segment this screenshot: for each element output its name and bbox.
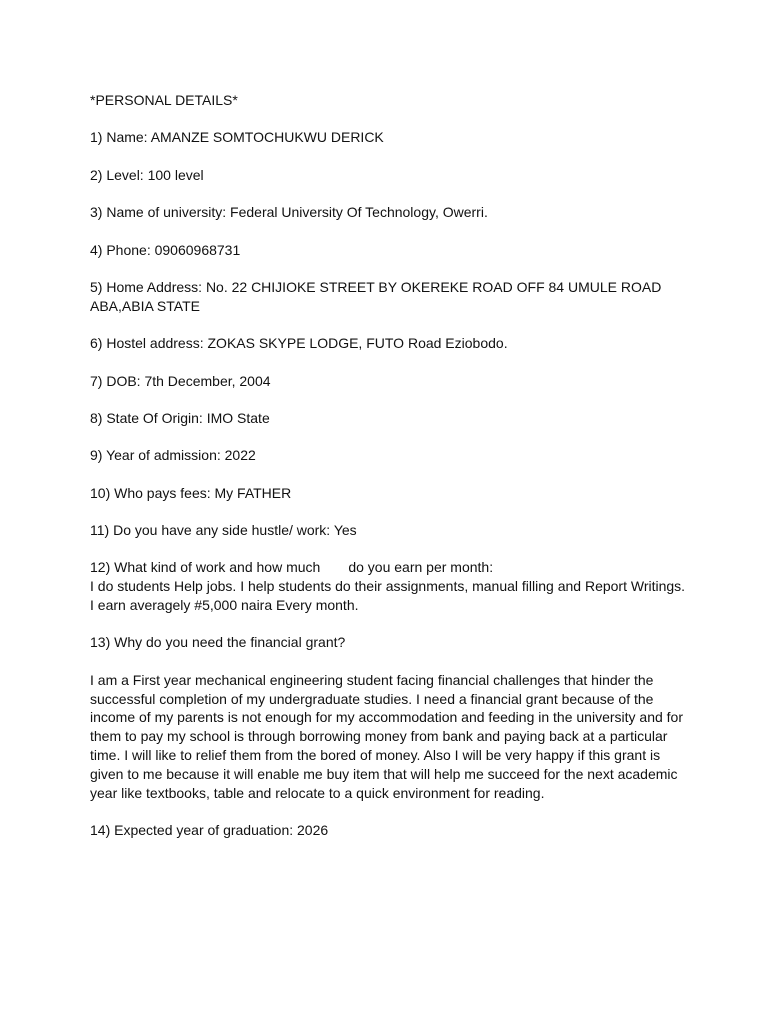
field-state-of-origin: 8) State Of Origin: IMO State: [90, 409, 270, 426]
home-address-line-1: 5) Home Address: No. 22 CHIJIOKE STREET BY OKEREKE ROAD OFF 84 UMULE ROAD: [90, 278, 662, 295]
work-answer-line-1: I do students Help jobs. I help students do their assignments, manual filling and Report Writings.: [90, 578, 686, 595]
field-grant-question: 13) Why do you need the financial grant?: [90, 634, 346, 651]
grant-answer-line: I am a First year mechanical engineering student facing financial challenges that hinder the: [90, 671, 654, 688]
work-question-part-2: do you earn per month:: [348, 559, 494, 576]
grant-answer-line: time. I will like to relief them from the bored of money. Also I will be very happy if this grant is: [90, 747, 661, 764]
field-who-pays-fees: 10) Who pays fees: My FATHER: [90, 484, 292, 501]
field-level: 2) Level: 100 level: [90, 166, 204, 183]
grant-answer-line: them to pay my school is through borrowing money from bank and paying back at a particular: [90, 728, 668, 745]
document-heading: *PERSONAL DETAILS*: [90, 92, 238, 108]
work-answer-line-2: I earn averagely #5,000 naira Every month.: [90, 597, 359, 614]
field-phone: 4) Phone: 09060968731: [90, 241, 241, 258]
work-question: [90, 558, 690, 577]
field-dob: 7) DOB: 7th December, 2004: [90, 372, 271, 389]
work-question-part-1: 12) What kind of work and how much: [90, 559, 321, 576]
field-side-hustle: 11) Do you have any side hustle/ work: Yes: [90, 522, 357, 539]
home-address-line-2: ABA,ABIA STATE: [90, 297, 200, 314]
document-page: [90, 91, 690, 858]
grant-answer-line: year like textbooks, table and relocate to a quick environment for reading.: [90, 784, 545, 801]
grant-answer-line: income of my parents is not enough for my accommodation and feeding in the university and for: [90, 709, 683, 726]
field-home-address: [90, 278, 690, 316]
grant-answer-line: given to me because it will enable me buy item that will help me succeed for the next academic: [90, 765, 678, 782]
field-name: 1) Name: AMANZE SOMTOCHUKWU DERICK: [90, 129, 384, 146]
field-grant-answer: [90, 671, 690, 803]
field-university: 3) Name of university: Federal University Of Technology, Owerri.: [90, 204, 488, 221]
field-year-of-admission: 9) Year of admission: 2022: [90, 447, 256, 464]
field-graduation-year: 14) Expected year of graduation: 2026: [90, 822, 329, 839]
grant-answer-line: successful completion of my undergraduate studies. I need a financial grant because of the: [90, 690, 654, 707]
field-work: [90, 558, 690, 614]
field-hostel-address: 6) Hostel address: ZOKAS SKYPE LODGE, FUTO Road Eziobodo.: [90, 335, 508, 352]
